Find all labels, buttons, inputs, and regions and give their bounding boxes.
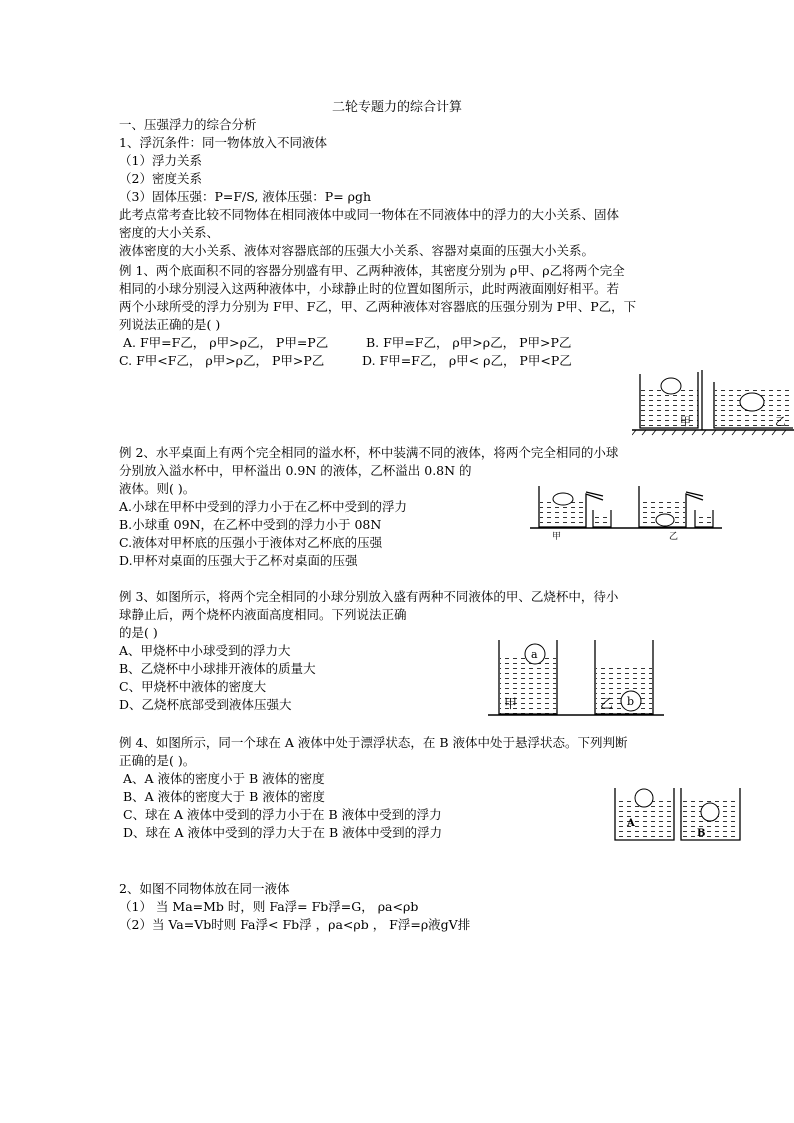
- ex4-line: 例 4、如图所示，同一个球在 A 液体中处于漂浮状态，在 B 液体中处于悬浮状态。下列判断: [119, 735, 628, 750]
- ex1-line: 列说法正确的是( ): [119, 317, 221, 332]
- ex3-label-jia: 甲: [504, 697, 518, 712]
- ex1-option-d: D. F甲=F乙， ρ甲< ρ乙， P甲<P乙: [362, 353, 572, 368]
- ex4-line: 正确的是( )。: [119, 753, 196, 768]
- ex3-option-b: B、乙烧杯中小球排开液体的质量大: [119, 661, 316, 676]
- section2-line: （1） 当 Ma=Mb 时，则 Fa浮= Fb浮=G， ρa<ρb: [119, 899, 419, 914]
- ex3-option-c: C、甲烧杯中液体的密度大: [119, 679, 267, 694]
- ex3-option-d: D、乙烧杯底部受到液体压强大: [119, 697, 292, 712]
- note-line: 液体密度的大小关系、液体对容器底部的压强大小关系、容器对桌面的压强大小关系。: [119, 243, 595, 258]
- section2-heading: 2、如图不同物体放在同一液体: [119, 881, 290, 896]
- ex4-label-a: A: [627, 818, 635, 829]
- ex1-line: 两个小球所受的浮力分别为 F甲、F乙，甲、乙两种液体对容器底的压强分别为 P甲、P乙，下: [119, 299, 637, 314]
- ex2-label-yi: 乙: [669, 532, 679, 542]
- ex4-figure: [610, 784, 744, 844]
- ex3-line: 例 3、如图所示，将两个完全相同的小球分别放入盛有两种不同液体的甲、乙烧杯中，待小: [119, 589, 619, 604]
- item-buoyancy: （1）浮力关系: [119, 153, 202, 168]
- ex2-line: 分别放入溢水杯中，甲杯溢出 0.9N 的液体，乙杯溢出 0.8N 的: [119, 463, 472, 478]
- ex1-label-yi: 乙: [775, 415, 786, 428]
- item-pressure: （3）固体压强：P=F/S, 液体压强：P= ρgh: [119, 189, 372, 204]
- ex1-figure: [632, 368, 794, 436]
- page-title: 二轮专题力的综合计算: [331, 100, 462, 115]
- ex3-line: 的是( ): [119, 625, 158, 640]
- ex3-ball-b: b: [627, 695, 635, 708]
- ex2-option-a: A.小球在甲杯中受到的浮力小于在乙杯中受到的浮力: [119, 499, 408, 514]
- note-line: 密度的大小关系、: [119, 225, 220, 240]
- ex3-ball-a: a: [531, 648, 538, 661]
- item-density: （2）密度关系: [119, 171, 202, 186]
- ex4-option-a: A、A 液体的密度小于 B 液体的密度: [123, 771, 325, 786]
- note-line: 此考点常考查比较不同物体在相同液体中或同一物体在不同液体中的浮力的大小关系、固体: [119, 207, 620, 222]
- ex2-line: 例 2、水平桌面上有两个完全相同的溢水杯，杯中装满不同的液体，将两个完全相同的小球: [119, 445, 619, 460]
- section2-line: （2）当 Va=Vb时则 Fa浮< Fb浮 ，ρa<ρb ， F浮=ρ液gV排: [119, 917, 471, 932]
- ex1-option-a: A. F甲=F乙， ρ甲>ρ乙， P甲=P乙: [123, 335, 329, 350]
- ex1-option-b: B. F甲=F乙， ρ甲>ρ乙， P甲>P乙: [366, 335, 572, 350]
- ex3-figure: [488, 636, 664, 720]
- ex4-option-b: B、A 液体的密度大于 B 液体的密度: [123, 789, 325, 804]
- ex2-option-b: B.小球重 09N，在乙杯中受到的浮力小于 08N: [119, 517, 382, 532]
- ex2-line: 液体。则( )。: [119, 481, 196, 496]
- ex2-figure: [530, 480, 722, 542]
- ex3-option-a: A、甲烧杯中小球受到的浮力大: [119, 643, 291, 658]
- ex1-label-jia: 甲: [680, 415, 691, 428]
- ex1-line: 例 1、两个底面积不同的容器分别盛有甲、乙两种液体，其密度分别为 ρ甲、ρ乙将两个完全: [119, 263, 625, 278]
- ex2-label-jia: 甲: [552, 532, 562, 542]
- ex1-line: 相同的小球分别浸入这两种液体中，小球静止时的位置如图所示，此时两液面刚好相平。若: [119, 281, 620, 296]
- ex1-option-c: C. F甲<F乙， ρ甲>ρ乙， P甲>P乙: [119, 353, 325, 368]
- subsection-heading: 1、浮沉条件：同一物体放入不同液体: [119, 135, 327, 150]
- ex2-option-c: C.液体对甲杯底的压强小于液体对乙杯底的压强: [119, 535, 383, 550]
- ex4-option-c: C、球在 A 液体中受到的浮力小于在 B 液体中受到的浮力: [123, 807, 442, 822]
- section-heading: 一、压强浮力的综合分析: [119, 117, 257, 132]
- ex4-option-d: D、球在 A 液体中受到的浮力大于在 B 液体中受到的浮力: [123, 825, 443, 840]
- ex4-label-b: B: [697, 828, 706, 839]
- ex3-line: 球静止后，两个烧杯内液面高度相同。下列说法正确: [119, 607, 407, 622]
- ex3-label-yi: 乙: [600, 697, 614, 712]
- ex2-option-d: D.甲杯对桌面的压强大于乙杯对桌面的压强: [119, 553, 358, 568]
